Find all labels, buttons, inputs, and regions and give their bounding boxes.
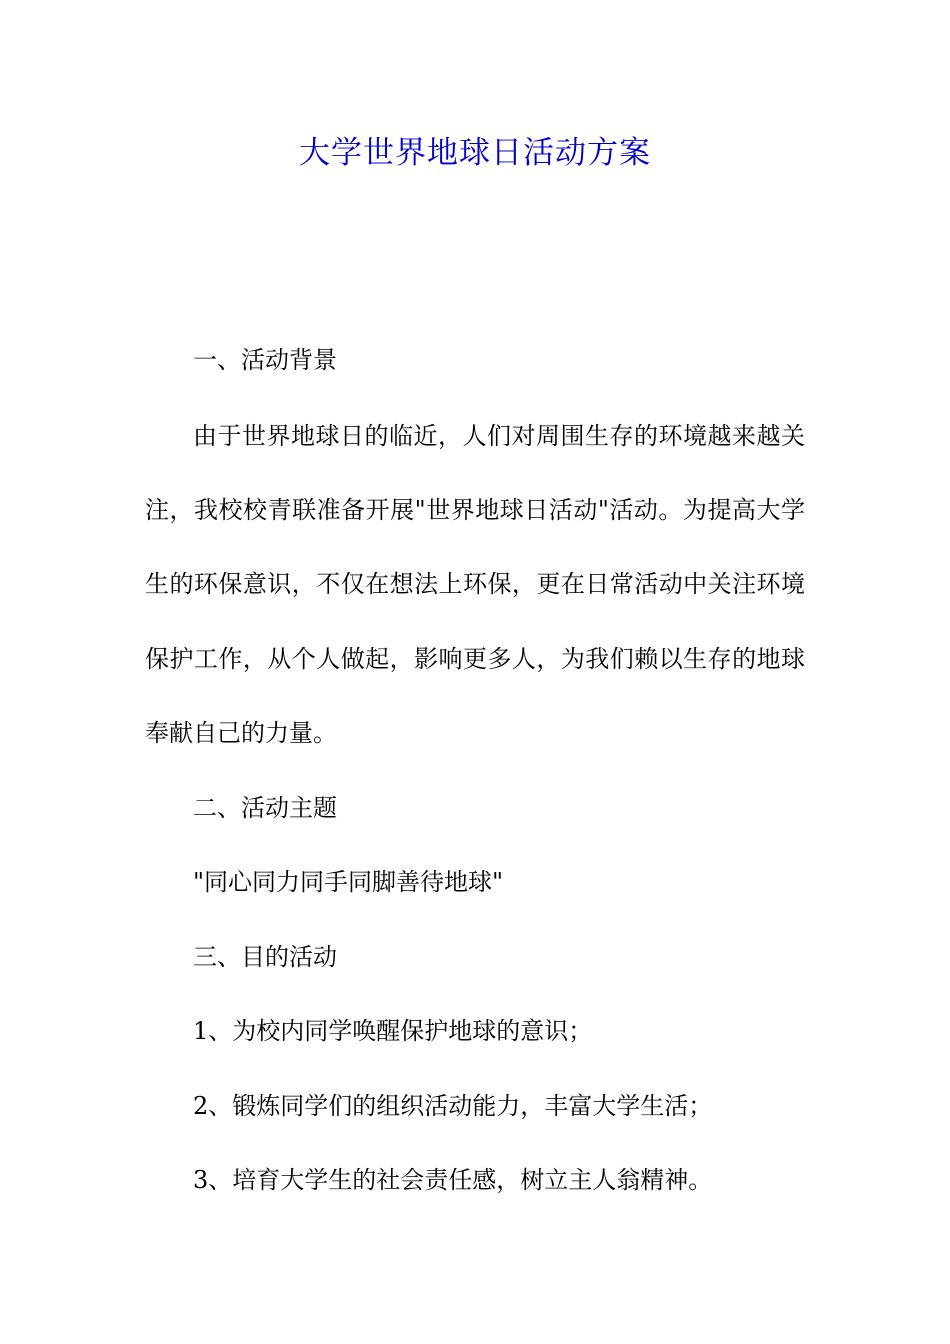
paragraph-line-2: 注，我校校青联准备开展"世界地球日活动"活动。为提高大学 [145, 496, 805, 524]
list-item: 2、锻炼同学们的组织活动能力，丰富大学生活； [193, 1092, 713, 1120]
paragraph-line-5: 奉献自己的力量。 [145, 719, 337, 747]
list-item: 3、培育大学生的社会责任感，树立主人翁精神。 [193, 1166, 713, 1194]
section-heading-background: 一、活动背景 [193, 346, 337, 374]
activity-theme: "同心同力同手同脚善待地球" [193, 868, 504, 896]
section-heading-purpose: 三、目的活动 [193, 943, 337, 971]
paragraph-line-3: 生的环保意识，不仅在想法上环保，更在日常活动中关注环境 [145, 570, 805, 598]
document-title: 大学世界地球日活动方案 [299, 135, 651, 171]
section-heading-theme: 二、活动主题 [193, 794, 337, 822]
paragraph-line-1: 由于世界地球日的临近，人们对周围生存的环境越来越关 [193, 422, 805, 450]
paragraph-line-4: 保护工作，从个人做起，影响更多人，为我们赖以生存的地球 [145, 645, 805, 673]
list-item: 1、为校内同学唤醒保护地球的意识； [193, 1017, 593, 1045]
